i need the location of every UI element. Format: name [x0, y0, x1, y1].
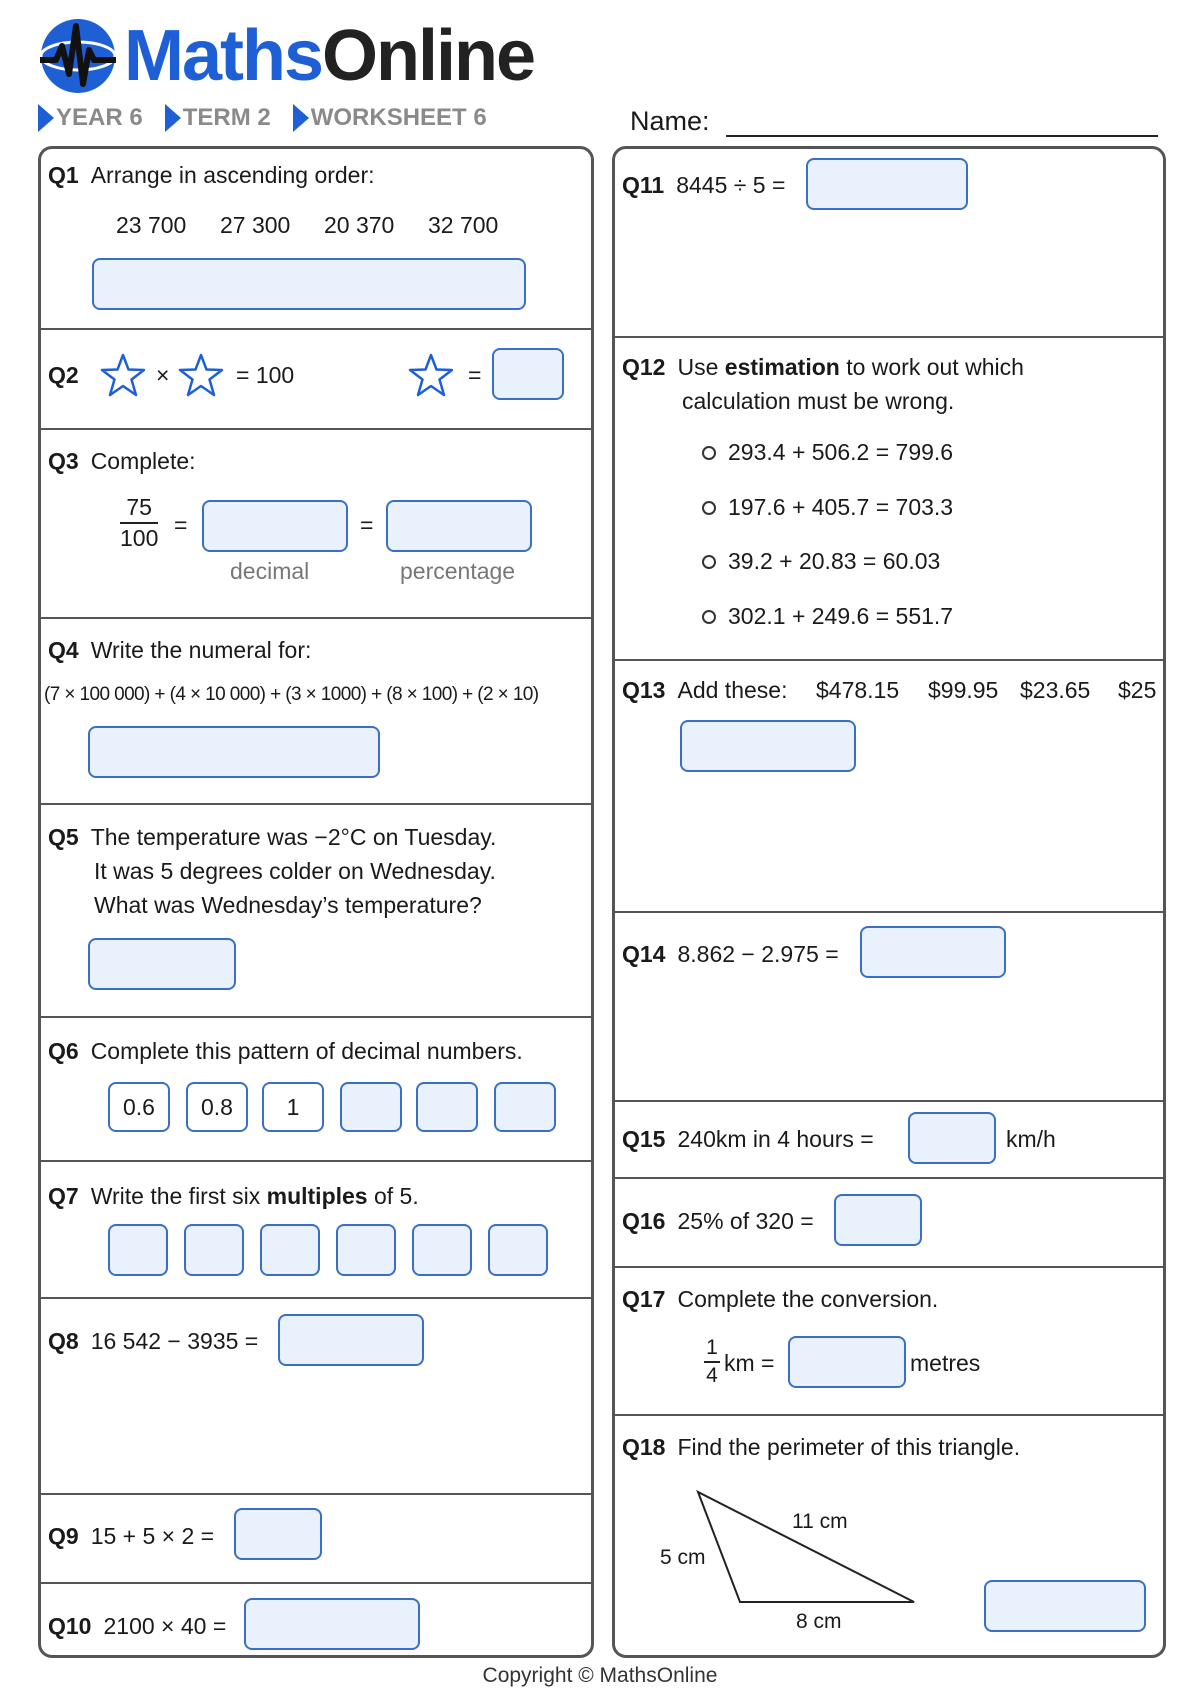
copyright: Copyright © MathsOnline — [482, 1664, 718, 1687]
question-text: 15 + 5 × 2 = — [90, 1523, 215, 1549]
breadcrumb — [38, 104, 487, 132]
q1-number: 32 700 — [428, 212, 499, 238]
q4-answer-box[interactable] — [88, 726, 380, 778]
q3-decimal-box[interactable] — [202, 500, 348, 552]
q12-option[interactable]: 293.4 + 506.2 = 799.6 — [728, 439, 954, 465]
question-text: Find the perimeter of this triangle. — [677, 1434, 1021, 1460]
q17-unit: metres — [910, 1350, 981, 1376]
q10-answer-box[interactable] — [244, 1598, 420, 1650]
q12-prompt — [622, 354, 1024, 381]
crumb-year — [38, 104, 143, 132]
denominator: 4 — [706, 1364, 718, 1387]
question-number: Q11 — [622, 172, 665, 198]
q2-equals-100: = 100 — [236, 362, 295, 388]
crumb-worksheet — [293, 104, 487, 132]
question-text: of 5. — [367, 1183, 419, 1209]
question-text: Use — [677, 354, 725, 380]
q2-answer-box[interactable] — [492, 348, 564, 400]
times-sign: × — [156, 362, 170, 388]
q12-option[interactable]: 302.1 + 249.6 = 551.7 — [728, 603, 954, 629]
q7-answer-box[interactable] — [336, 1224, 396, 1276]
divider — [614, 1100, 1164, 1102]
logo-text — [124, 16, 535, 96]
q18-side-label: 8 cm — [796, 1610, 842, 1633]
q11-prompt — [622, 172, 785, 199]
radio-option-icon[interactable] — [702, 555, 716, 569]
question-text: 2100 × 40 = — [103, 1613, 227, 1639]
q2-equals: = — [468, 362, 482, 388]
keyword: multiples — [266, 1183, 368, 1209]
question-text: Write the numeral for: — [90, 637, 312, 663]
divider — [40, 328, 592, 330]
triangle-diagram — [690, 1460, 930, 1610]
question-number: Q8 — [48, 1328, 79, 1354]
q5-line2: It was 5 degrees colder on Wednesday. — [94, 858, 496, 884]
question-text: to work out which — [839, 354, 1024, 380]
divider — [40, 1160, 592, 1162]
fraction-bar — [704, 1361, 720, 1363]
divider — [40, 1582, 592, 1584]
question-number: Q18 — [622, 1434, 666, 1460]
q7-answer-box[interactable] — [108, 1224, 168, 1276]
crumb-label: WORKSHEET 6 — [310, 104, 487, 131]
radio-option-icon[interactable] — [702, 501, 716, 515]
question-text: Write the first six — [90, 1183, 267, 1209]
q5-line3: What was Wednesday’s temperature? — [94, 892, 482, 918]
q12-option[interactable]: 197.6 + 405.7 = 703.3 — [728, 494, 954, 520]
question-text: Complete: — [90, 448, 196, 474]
q18-answer-box[interactable] — [984, 1580, 1146, 1632]
q2-prompt — [48, 362, 91, 389]
divider — [614, 1177, 1164, 1179]
question-text: Complete this pattern of decimal numbers. — [90, 1038, 523, 1064]
q15-answer-box[interactable] — [908, 1112, 996, 1164]
logo-globe-icon — [38, 16, 118, 96]
q4-expression: (7 × 100 000) + (4 × 10 000) + (3 × 1000) + (8 × 100) + (2 × 10) — [44, 684, 539, 705]
divider — [40, 803, 592, 805]
numerator: 1 — [706, 1336, 718, 1359]
q10-prompt — [48, 1613, 226, 1640]
question-number: Q14 — [622, 941, 666, 967]
q17-answer-box[interactable] — [788, 1336, 906, 1388]
q15-unit: km/h — [1006, 1126, 1056, 1152]
q15-prompt — [622, 1126, 874, 1153]
q1-prompt — [48, 162, 375, 189]
logo-online: Online — [322, 16, 535, 96]
q6-given-value: 1 — [262, 1082, 324, 1132]
question-text: 25% of 320 = — [677, 1208, 814, 1234]
q11-answer-box[interactable] — [806, 158, 968, 210]
q6-answer-box[interactable] — [340, 1082, 402, 1132]
q17-fraction — [704, 1336, 720, 1388]
crumb-label: TERM 2 — [182, 104, 271, 131]
q3-percentage-label: percentage — [400, 558, 516, 584]
q9-answer-box[interactable] — [234, 1508, 322, 1560]
q3-fraction — [120, 494, 158, 552]
divider — [40, 1016, 592, 1018]
q16-answer-box[interactable] — [834, 1194, 922, 1246]
q8-answer-box[interactable] — [278, 1314, 424, 1366]
numerator: 75 — [126, 494, 152, 520]
divider — [614, 1266, 1164, 1268]
triangle-icon — [293, 104, 309, 132]
q1-answer-box[interactable] — [92, 258, 526, 310]
q14-prompt — [622, 941, 839, 968]
question-number: Q10 — [48, 1613, 92, 1639]
keyword: estimation — [724, 354, 840, 380]
q13-amount: $23.65 — [1020, 677, 1091, 703]
q1-number: 27 300 — [220, 212, 291, 238]
star-icon — [178, 352, 224, 398]
star-icon — [100, 352, 146, 398]
q7-prompt — [48, 1183, 419, 1210]
q3-prompt — [48, 448, 196, 475]
radio-option-icon[interactable] — [702, 610, 716, 624]
q13-amount: $25 — [1118, 677, 1157, 703]
divider — [40, 1493, 592, 1495]
question-number: Q6 — [48, 1038, 79, 1064]
q12-option[interactable]: 39.2 + 20.83 = 60.03 — [728, 548, 941, 574]
question-number: Q3 — [48, 448, 79, 474]
question-number: Q7 — [48, 1183, 79, 1209]
fraction-bar — [120, 522, 158, 524]
q13-prompt — [622, 677, 787, 704]
question-text: 240km in 4 hours = — [677, 1126, 874, 1152]
question-text: 8445 ÷ 5 = — [676, 172, 786, 198]
q7-answer-box[interactable] — [260, 1224, 320, 1276]
q6-given-value: 0.8 — [186, 1082, 248, 1132]
divider — [614, 911, 1164, 913]
q6-answer-box[interactable] — [494, 1082, 556, 1132]
divider — [614, 1414, 1164, 1416]
q14-answer-box[interactable] — [860, 926, 1006, 978]
logo — [38, 16, 534, 96]
radio-option-icon[interactable] — [702, 446, 716, 460]
triangle-icon — [38, 104, 54, 132]
denominator: 100 — [120, 525, 159, 551]
question-text: 8.862 − 2.975 = — [677, 941, 839, 967]
q9-prompt — [48, 1523, 214, 1550]
q6-given-value: 0.6 — [108, 1082, 170, 1132]
q8-prompt — [48, 1328, 258, 1355]
question-number: Q9 — [48, 1523, 79, 1549]
question-text: The temperature was −2°C on Tuesday. — [90, 824, 497, 850]
question-number: Q13 — [622, 677, 666, 703]
triangle-shape — [698, 1492, 914, 1602]
q13-answer-box[interactable] — [680, 720, 856, 772]
q17-prompt — [622, 1286, 938, 1313]
question-number: Q17 — [622, 1286, 666, 1312]
q5-prompt — [48, 824, 496, 851]
question-number: Q5 — [48, 824, 79, 850]
q17-km-equals: km = — [724, 1350, 775, 1376]
triangle-icon — [165, 104, 181, 132]
question-number: Q16 — [622, 1208, 666, 1234]
question-number: Q4 — [48, 637, 79, 663]
q18-prompt — [622, 1434, 1020, 1461]
question-text: 16 542 − 3935 = — [90, 1328, 259, 1354]
q1-number: 20 370 — [324, 212, 395, 238]
name-field[interactable] — [726, 135, 1158, 137]
question-text: Arrange in ascending order: — [90, 162, 375, 188]
q3-decimal-label: decimal — [230, 558, 310, 584]
question-text: Add these: — [677, 677, 788, 703]
q18-side-label: 11 cm — [792, 1510, 848, 1533]
divider — [40, 428, 592, 430]
q13-amount: $99.95 — [928, 677, 999, 703]
crumb-label: YEAR 6 — [56, 104, 143, 131]
crumb-term — [165, 104, 271, 132]
name-label: Name: — [630, 106, 710, 136]
q4-prompt — [48, 637, 311, 664]
q7-answer-box[interactable] — [412, 1224, 472, 1276]
divider — [614, 659, 1164, 661]
question-text: Complete the conversion. — [677, 1286, 939, 1312]
divider — [40, 1297, 592, 1299]
q5-answer-box[interactable] — [88, 938, 236, 990]
divider — [40, 617, 592, 619]
question-number: Q12 — [622, 354, 666, 380]
question-number: Q15 — [622, 1126, 666, 1152]
divider — [614, 336, 1164, 338]
q7-answer-box[interactable] — [488, 1224, 548, 1276]
question-number: Q1 — [48, 162, 79, 188]
question-number: Q2 — [48, 362, 79, 388]
logo-maths: Maths — [124, 16, 323, 96]
q3-equals: = — [360, 512, 374, 538]
q6-prompt — [48, 1038, 523, 1065]
q13-amount: $478.15 — [816, 677, 900, 703]
q3-percentage-box[interactable] — [386, 500, 532, 552]
q12-line2: calculation must be wrong. — [682, 388, 955, 414]
q7-answer-box[interactable] — [184, 1224, 244, 1276]
q16-prompt — [622, 1208, 814, 1235]
q3-equals: = — [174, 512, 188, 538]
q6-answer-box[interactable] — [416, 1082, 478, 1132]
star-icon — [408, 352, 454, 398]
q18-side-label: 5 cm — [660, 1546, 706, 1569]
q1-number: 23 700 — [116, 212, 187, 238]
